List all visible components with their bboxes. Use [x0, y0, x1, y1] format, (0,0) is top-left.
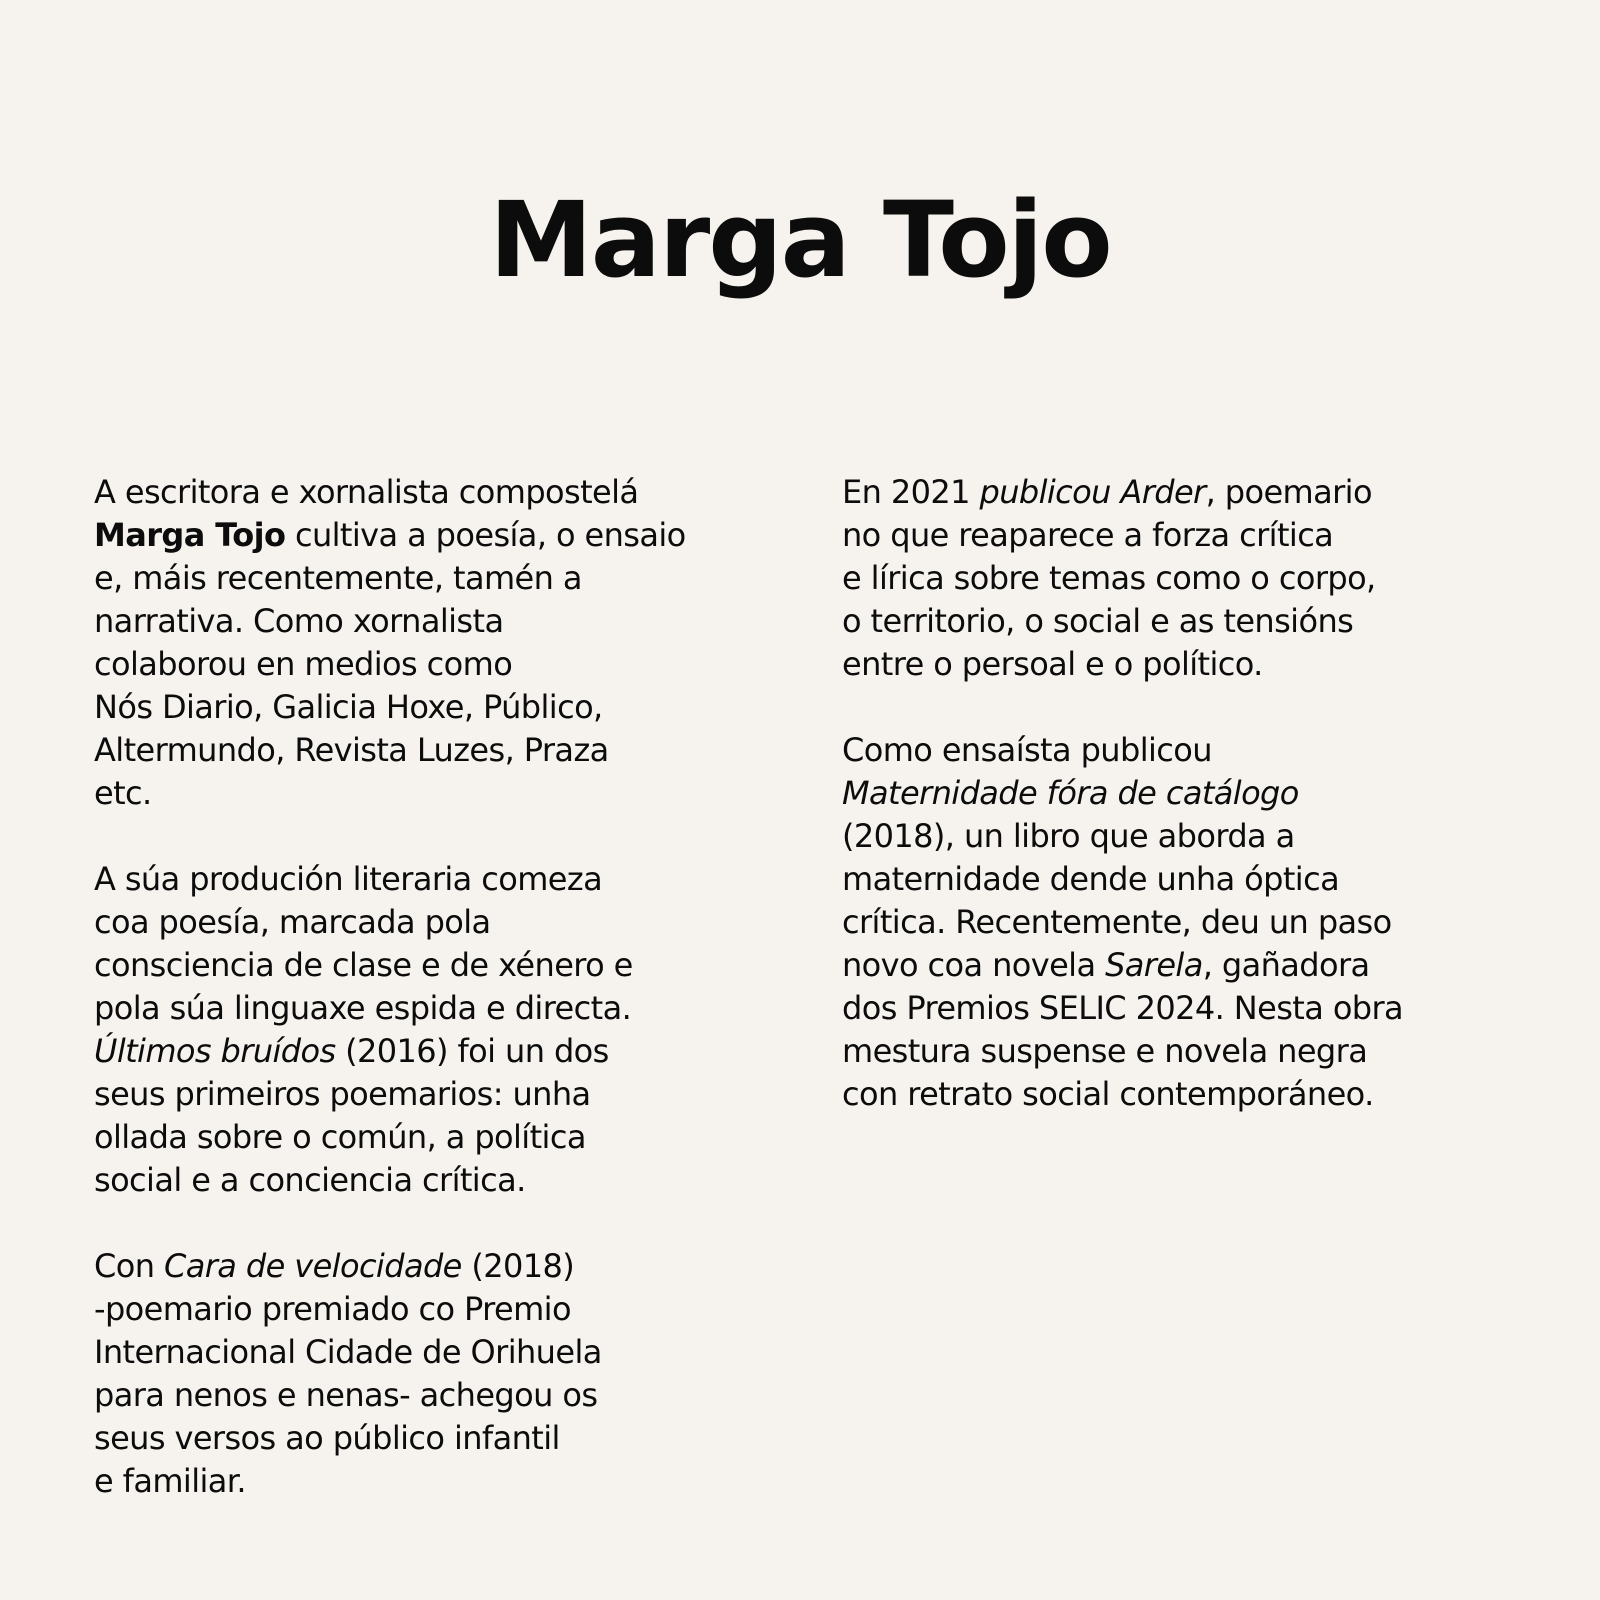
text-line [94, 1030, 794, 1073]
paragraph-arder [842, 471, 1562, 686]
text-line: colaborou en medios como [94, 645, 513, 683]
text-line: para nenos e nenas- achegou os [94, 1376, 598, 1414]
book-title-italic: publicou Arder [979, 473, 1206, 511]
text-line: no que reaparece a forza crítica [842, 516, 1334, 554]
text-line: e, máis recentemente, tamén a [94, 559, 582, 597]
right-column [842, 471, 1562, 1116]
book-title-italic: Últimos bruídos [94, 1032, 336, 1070]
text-fragment: En 2021 [842, 473, 980, 511]
paragraph-essay-novel [842, 729, 1562, 1116]
text-line: maternidade dende unha óptica [842, 860, 1340, 898]
text-line: Internacional Cidade de Orihuela [94, 1333, 602, 1371]
text-line: consciencia de clase e de xénero e [94, 946, 633, 984]
paragraph-children [94, 1245, 794, 1503]
text-line: (2018), un libro que aborda a [842, 817, 1295, 855]
text-fragment: (2018) [461, 1247, 575, 1285]
text-line [842, 772, 1562, 815]
text-line: A escritora e xornalista compostelá [94, 473, 639, 511]
text-fragment: cultiva a poesía, o ensaio [285, 516, 686, 554]
text-line: Nós Diario, Galicia Hoxe, Público, [94, 688, 603, 726]
text-line: Altermundo, Revista Luzes, Praza [94, 731, 609, 769]
text-fragment: , poemario [1205, 473, 1372, 511]
text-fragment: , gañadora [1202, 946, 1370, 984]
text-fragment: (2016) foi un dos [335, 1032, 609, 1070]
text-line: entre o persoal e o político. [842, 645, 1263, 683]
text-line: e lírica sobre temas como o corpo, [842, 559, 1376, 597]
book-title-italic: Cara de velocidade [163, 1247, 462, 1285]
text-line: pola súa linguaxe espida e directa. [94, 989, 632, 1027]
text-line [94, 514, 794, 557]
text-line: Como ensaísta publicou [842, 731, 1212, 769]
text-line: crítica. Recentemente, deu un paso [842, 903, 1392, 941]
author-name-bold: Marga Tojo [94, 516, 286, 554]
text-line: narrativa. Como xornalista [94, 602, 504, 640]
book-title-italic: Maternidade fóra de catálogo [842, 774, 1299, 812]
text-line: o territorio, o social e as tensións [842, 602, 1354, 640]
text-fragment: novo coa novela [842, 946, 1106, 984]
text-line: dos Premios SELIC 2024. Nesta obra [842, 989, 1404, 1027]
text-line: e familiar. [94, 1462, 246, 1500]
text-line: A súa produción literaria comeza [94, 860, 603, 898]
text-line: seus primeiros poemarios: unha [94, 1075, 591, 1113]
text-line: ollada sobre o común, a política [94, 1118, 586, 1156]
text-line [842, 944, 1562, 987]
text-line: coa poesía, marcada pola [94, 903, 491, 941]
paragraph-poetry [94, 858, 794, 1202]
text-line: mestura suspense e novela negra [842, 1032, 1368, 1070]
book-title-italic: Sarela [1105, 946, 1203, 984]
text-fragment: Con [94, 1247, 164, 1285]
paragraph-intro [94, 471, 794, 815]
text-line [842, 471, 1562, 514]
left-column [94, 471, 794, 1503]
text-line: -poemario premiado co Premio [94, 1290, 571, 1328]
text-line [94, 1245, 794, 1288]
text-line: social e a conciencia crítica. [94, 1161, 526, 1199]
text-line: seus versos ao público infantil [94, 1419, 560, 1457]
page-title: Marga Tojo [489, 179, 1111, 301]
text-line: con retrato social contemporáneo. [842, 1075, 1374, 1113]
text-line: etc. [94, 774, 152, 812]
